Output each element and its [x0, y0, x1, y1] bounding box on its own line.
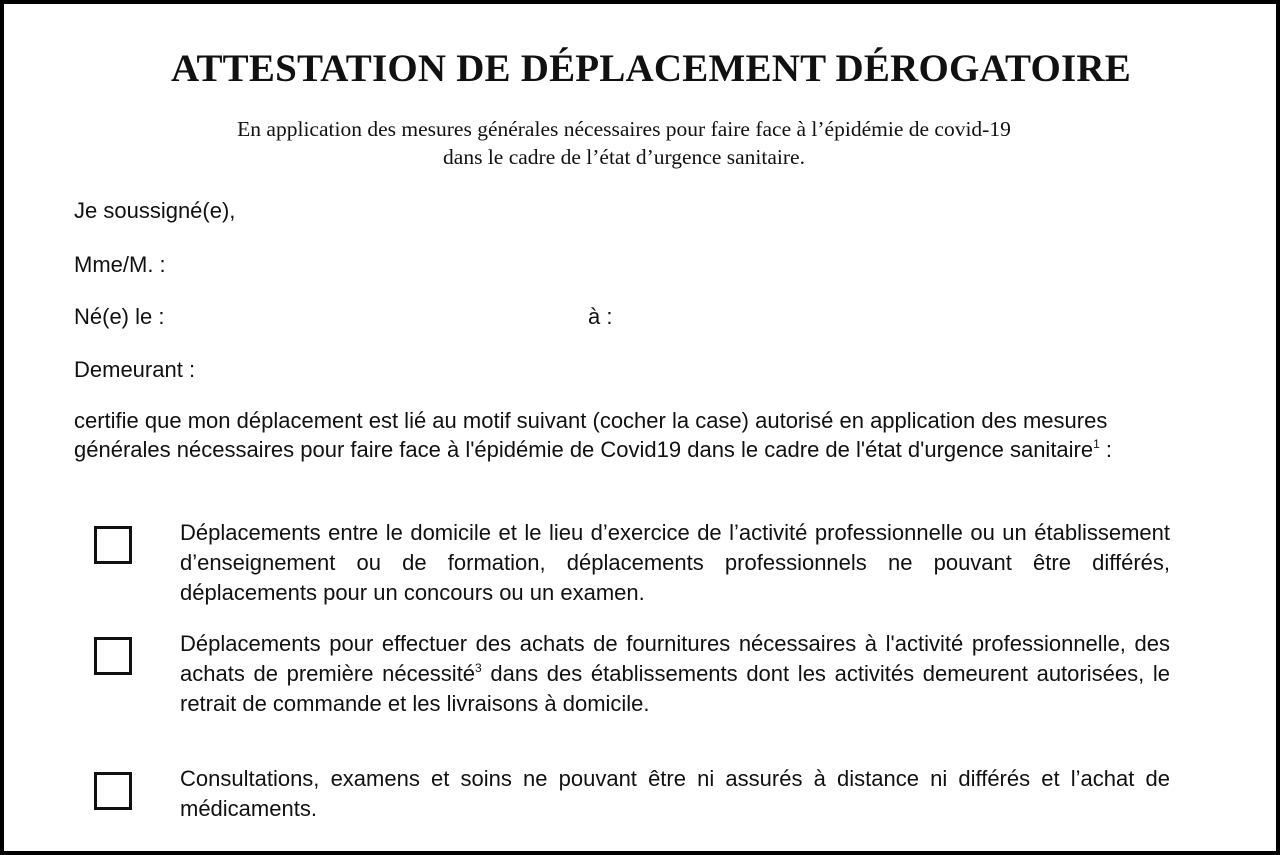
document-title: ATTESTATION DE DÉPLACEMENT DÉROGATOIRE: [170, 47, 1132, 90]
certify-end: :: [1099, 437, 1113, 462]
checkbox-health[interactable]: [94, 772, 132, 810]
attestation-page: [4, 4, 1276, 851]
birthdate-field-label: Né(e) le :: [74, 304, 165, 329]
document-subtitle: [4, 115, 1244, 171]
soussigne-label: Je soussigné(e),: [74, 198, 236, 223]
address-field-label: Demeurant :: [74, 357, 196, 382]
footnote-ref-1: 1: [1093, 437, 1100, 451]
certify-text: certifie que mon déplacement est lié au motif suivant (cocher la case) autorisé en application des mesures générales nécessaires pour faire face à l'épidémie de Covid19 dans le cadre de l'état d'urgence sanitaire: [74, 408, 1108, 462]
birthplace-field-label: à :: [588, 304, 613, 329]
option-purchases-text-end: dans des établissements dont les activités demeurent autorisées, le retrait de commande et les livraisons à domicile.: [180, 661, 1170, 716]
subtitle-line-1: En application des mesures générales nécessaires pour faire face à l’épidémie de covid-19: [237, 117, 1011, 141]
checkbox-purchases[interactable]: [94, 637, 132, 675]
name-field-label: Mme/M. :: [74, 252, 166, 277]
option-purchases-text: [180, 629, 1170, 719]
subtitle-line-2: dans le cadre de l’état d’urgence sanitaire.: [443, 145, 805, 169]
footnote-ref-3: 3: [475, 661, 482, 675]
option-work-travel-text: Déplacements entre le domicile et le lieu d’exercice de l’activité professionnelle ou un établissement d’enseignement ou de formation, déplacements professionnels ne pouvant être différés, déplacements pour un concours ou un examen.: [180, 520, 1170, 605]
option-purchases-text-start: Déplacements pour effectuer des achats de fournitures nécessaires à l'activité professionnelle, des achats de première nécessité: [180, 631, 1170, 686]
certify-paragraph: [74, 406, 1164, 464]
checkbox-work-travel[interactable]: [94, 526, 132, 564]
option-health-text: Consultations, examens et soins ne pouvant être ni assurés à distance ni différés et l’achat de médicaments.: [180, 766, 1170, 821]
